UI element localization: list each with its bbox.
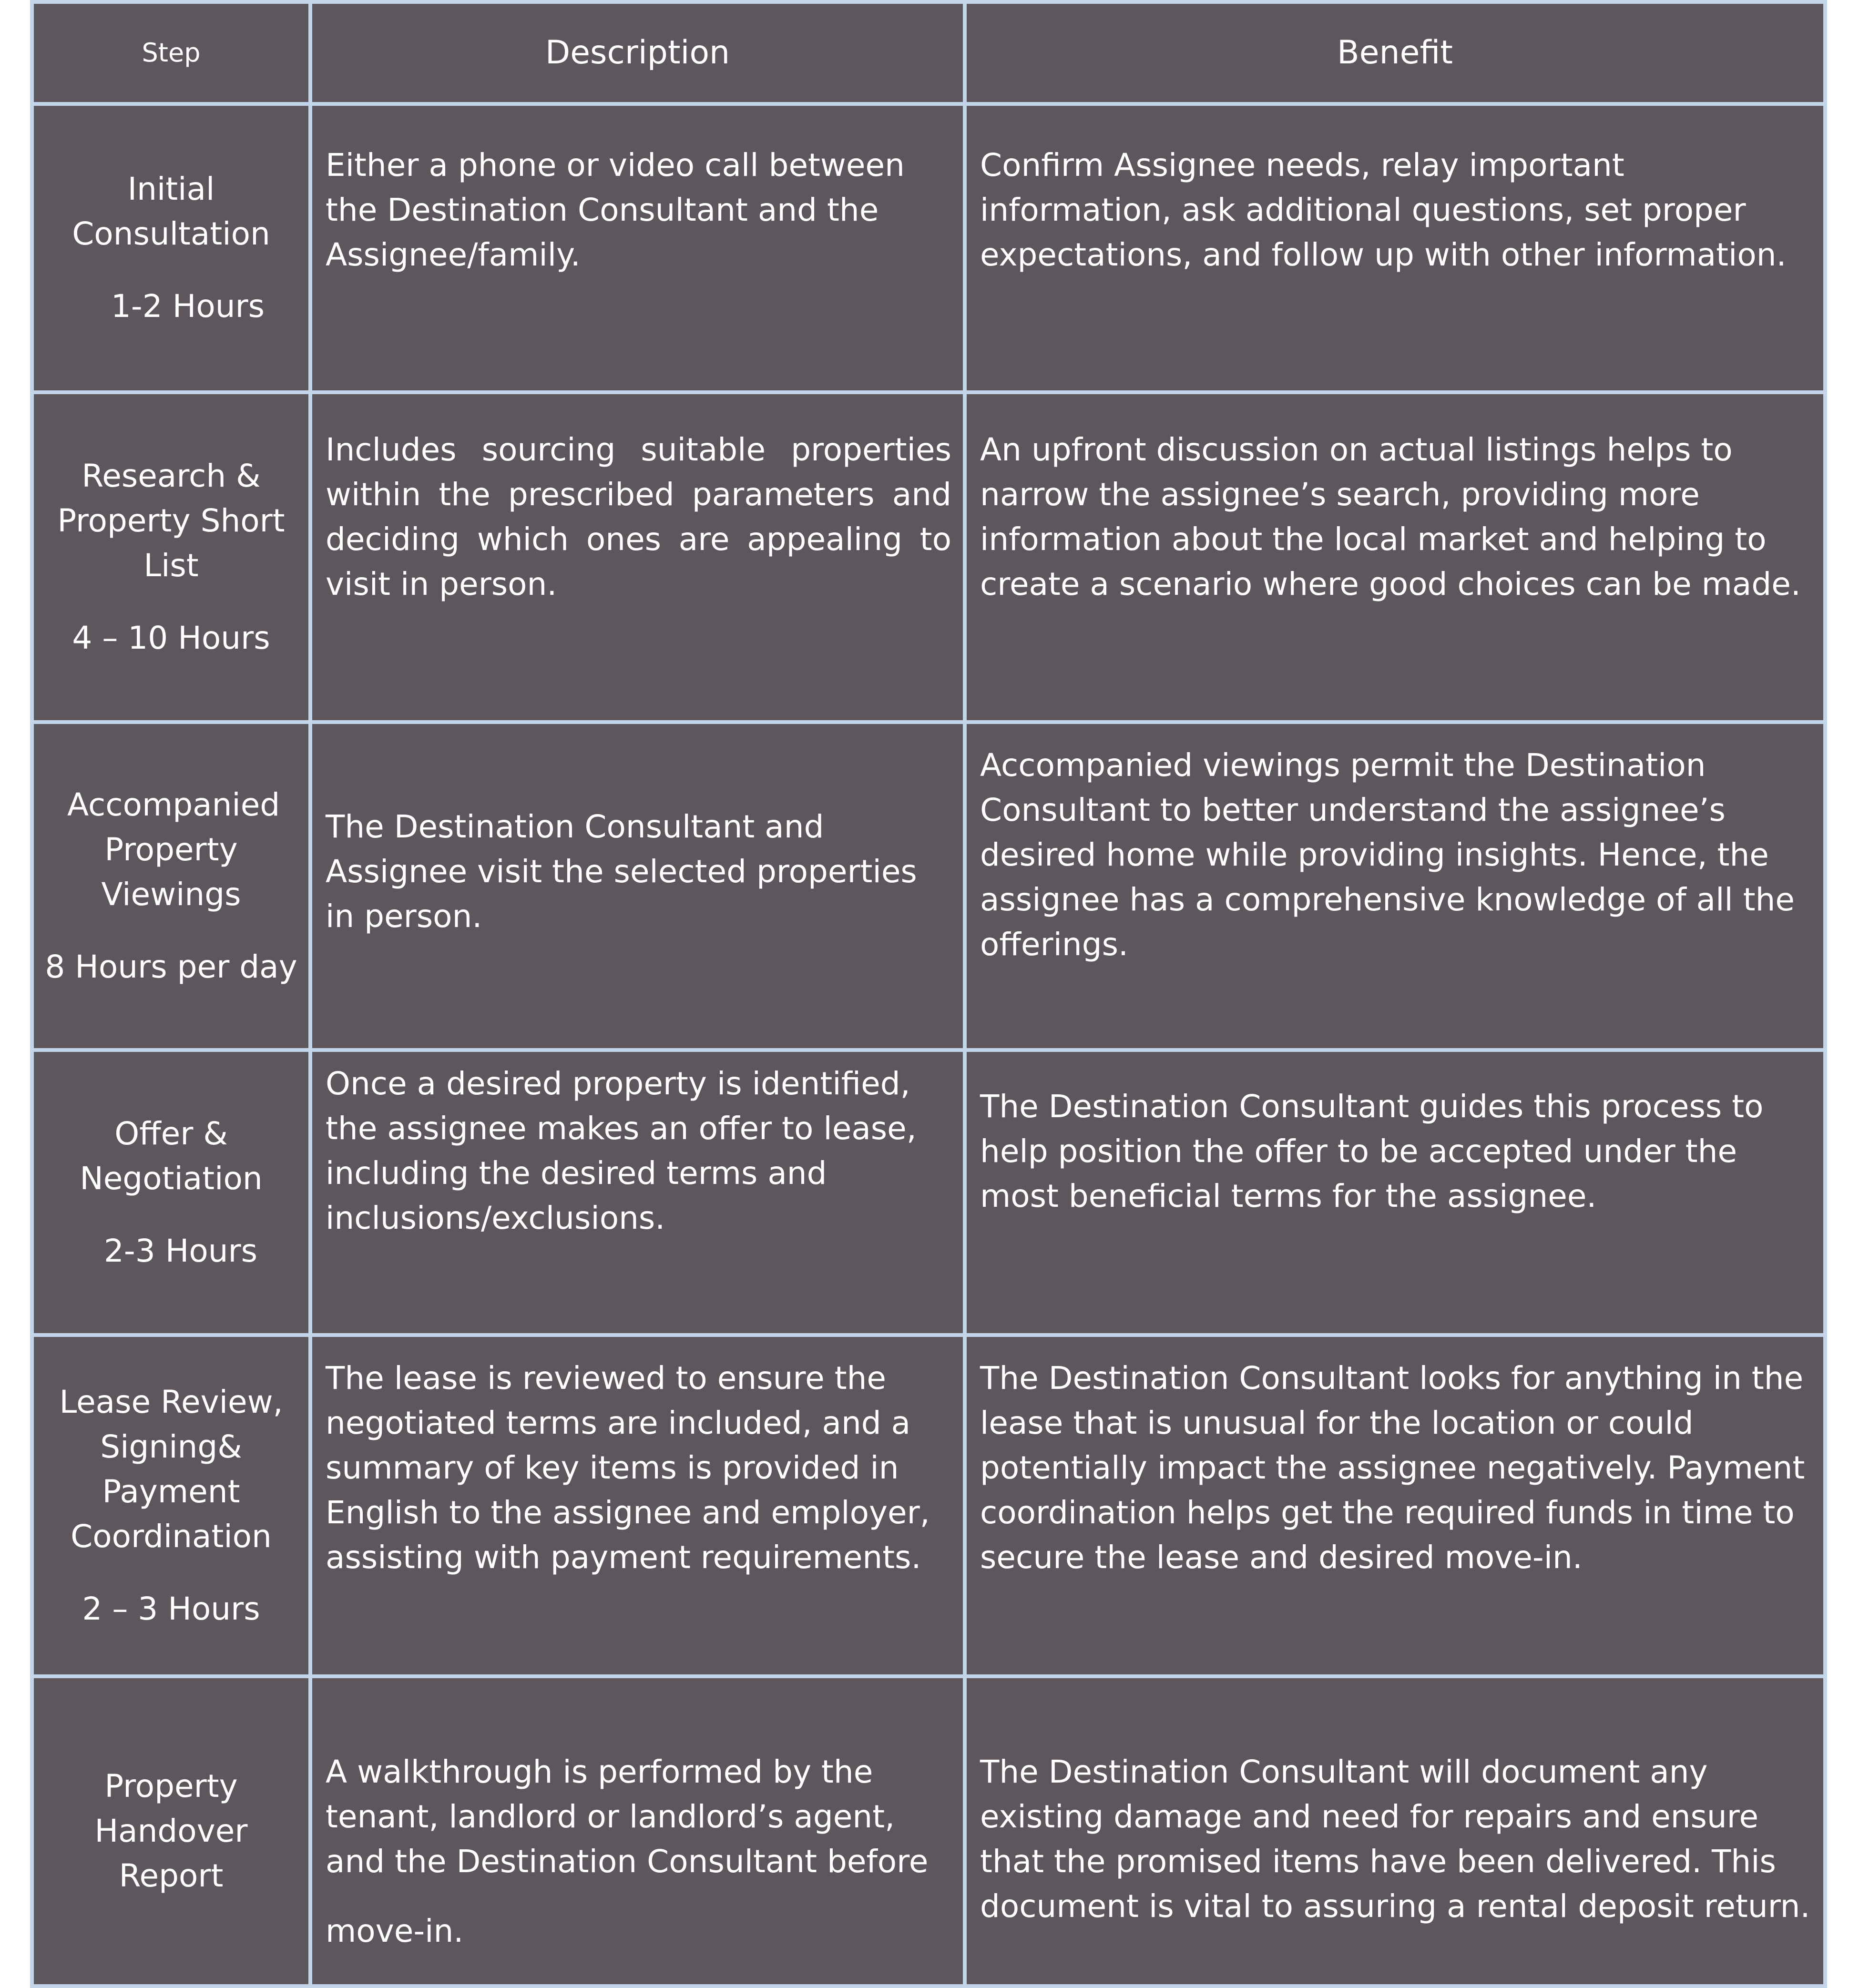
- table-row: [34, 1052, 1823, 1333]
- step-cell: [34, 1678, 308, 1984]
- table-row: [34, 724, 1823, 1048]
- description-cell: Includes sourcing suitable properties within the prescribed parameters and deciding which ones are appealing to visit in person.: [312, 394, 963, 720]
- benefit-cell: Confirm Assignee needs, relay important information, ask additional questions, set proper expectations, and follow up with other information.: [967, 106, 1823, 391]
- header-benefit: Benefit: [967, 4, 1823, 102]
- step-cell: [34, 1052, 308, 1333]
- process-table-frame: [30, 0, 1827, 1988]
- step-name: Property Handover Report: [94, 1768, 248, 1895]
- step-duration: 4 – 10 Hours: [72, 620, 270, 657]
- table-row: [34, 1337, 1823, 1674]
- step-name: Research & Property Short List: [57, 458, 285, 584]
- header-description: Description: [312, 4, 963, 102]
- step-cell: [34, 106, 308, 391]
- step-duration: 1-2 Hours: [111, 288, 265, 325]
- description-cell: The lease is reviewed to ensure the negotiated terms are included, and a summary of key items is provided in English to the assignee and employer, assisting with payment requirements.: [312, 1337, 963, 1674]
- table-row: [34, 106, 1823, 391]
- benefit-cell: The Destination Consultant will document any existing damage and need for repairs and ensure that the promised items have been delivered. This document is vital to assuring a rental deposit return.: [967, 1678, 1823, 1984]
- description-cell: The Destination Consultant and Assignee visit the selected properties in person.: [312, 724, 963, 1048]
- description-cell: [312, 1678, 963, 1984]
- step-cell: [34, 724, 308, 1048]
- table-row: [34, 1678, 1823, 1984]
- description-text: A walkthrough is performed by the tenant, landlord or landlord’s agent, and the Destination Consultant before: [326, 1754, 929, 1880]
- step-name: Offer & Negotiation: [80, 1115, 263, 1197]
- benefit-cell: The Destination Consultant guides this process to help position the offer to be accepted under the most beneficial terms for the assignee.: [967, 1052, 1823, 1333]
- table-header-row: [34, 4, 1823, 102]
- description-cell: Once a desired property is identified, the assignee makes an offer to lease, including the desired terms and inclusions/exclusions.: [312, 1052, 963, 1333]
- step-duration: 2 – 3 Hours: [82, 1590, 260, 1628]
- table-row: [34, 394, 1823, 720]
- description-cell: Either a phone or video call between the Destination Consultant and the Assignee/family.: [312, 106, 963, 391]
- benefit-cell: An upfront discussion on actual listings helps to narrow the assignee’s search, providing more information about the local market and helping to create a scenario where good choices can be made.: [967, 394, 1823, 720]
- step-name: Initial Consultation: [72, 171, 270, 253]
- step-cell: [34, 394, 308, 720]
- step-duration: 2-3 Hours: [103, 1233, 258, 1270]
- process-table: [30, 0, 1827, 1988]
- step-name: Accompanied Property Viewings: [67, 786, 280, 913]
- step-duration: 8 Hours per day: [45, 948, 297, 986]
- benefit-cell: Accompanied viewings permit the Destination Consultant to better understand the assignee’s desired home while providing insights. Hence, the assignee has a comprehensive knowledge of all the offerings.: [967, 724, 1823, 1048]
- benefit-cell: The Destination Consultant looks for anything in the lease that is unusual for the location or could potentially impact the assignee negatively. Payment coordination helps get the required funds in time to secure the lease and desired move-in.: [967, 1337, 1823, 1674]
- step-name: Lease Review, Signing& Payment Coordination: [59, 1384, 283, 1555]
- description-text-continued: move-in.: [326, 1913, 464, 1950]
- header-step: Step: [34, 4, 308, 102]
- step-cell: [34, 1337, 308, 1674]
